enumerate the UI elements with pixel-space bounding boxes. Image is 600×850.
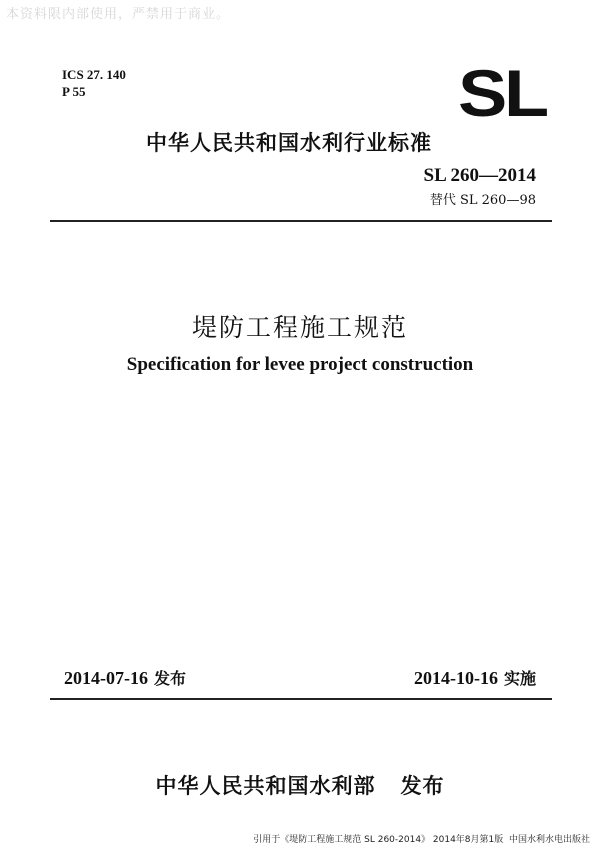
bottom-divider	[50, 698, 552, 700]
implement-date: 2014-10-16	[413, 668, 498, 688]
category-code: P 55	[62, 84, 86, 99]
watermark-text: 本资料限内部使用，严禁用于商业。	[6, 7, 231, 22]
publish-date-line	[64, 666, 186, 689]
publish-label: 发布	[154, 669, 187, 688]
document-title-english: Specification for levee project construction	[126, 354, 474, 375]
ics-code: ICS 27. 140	[62, 67, 126, 82]
sl-logo: SL	[458, 56, 546, 130]
publish-date: 2014-07-16	[64, 668, 148, 688]
top-divider	[50, 220, 552, 222]
citation-footer: 引用于《堤防工程施工规范 SL 260-2014》 2014年8月第1版 中国水利水电出版社	[253, 835, 590, 845]
standard-code: SL 260—2014	[423, 165, 536, 186]
classification-block	[62, 66, 126, 100]
standard-title: 中华人民共和国水利行业标准	[146, 131, 432, 155]
issuer: 中华人民共和国水利部 发布	[155, 774, 445, 798]
replaces-note: 替代 SL 260—98	[429, 193, 536, 208]
implement-date-line	[414, 666, 536, 689]
implement-label: 实施	[503, 669, 536, 688]
document-title-chinese: 堤防工程施工规范	[191, 313, 408, 342]
